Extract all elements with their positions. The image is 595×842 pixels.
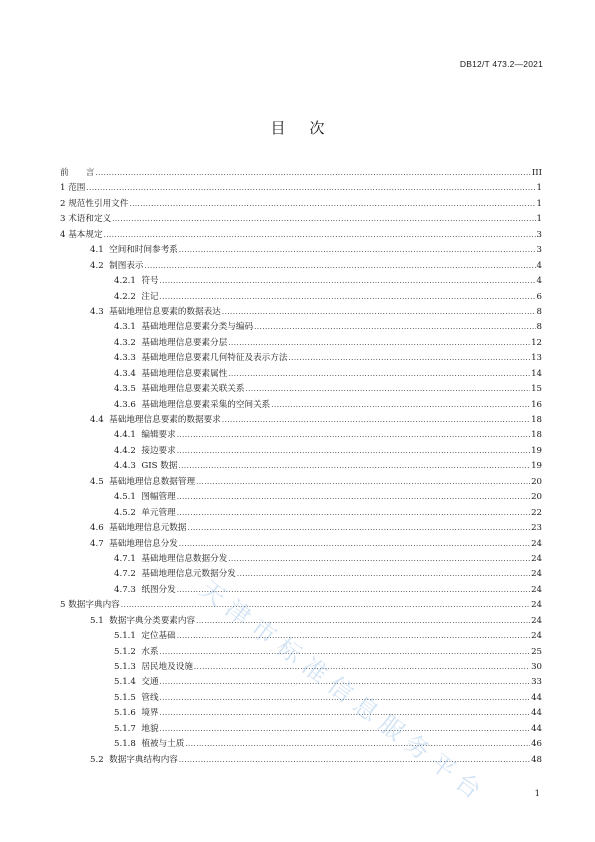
toc-leader-dots: [188, 521, 531, 536]
toc-entry-page: 24: [531, 569, 542, 580]
page-number: 1: [534, 789, 540, 799]
toc-entry-page: 18: [531, 430, 542, 441]
toc-entry-page: 12: [531, 337, 542, 348]
toc-entry-page: 4: [536, 276, 542, 287]
toc-entry-number: 4.1: [90, 245, 104, 256]
toc-entry[interactable]: [60, 706, 542, 721]
toc-entry-number: 4.3.4: [114, 368, 136, 379]
toc-entry-number: 4.4.1: [114, 430, 136, 441]
toc-entry-title: 基础地理信息要素属性: [141, 368, 228, 379]
toc-entry-number: 4.5: [90, 476, 104, 487]
toc-entry-number: 4.6: [90, 523, 104, 534]
toc-entry-title: 符号: [141, 276, 159, 287]
toc-entry[interactable]: [60, 537, 542, 552]
toc-entry-number: 4.2: [90, 260, 104, 271]
toc-entry-number: 4.2.2: [114, 291, 136, 302]
toc-entry-title: 编辑要求: [141, 430, 176, 441]
toc-entry-title: 数据字典结构内容: [109, 754, 178, 765]
toc-entry-page: 44: [531, 723, 542, 734]
toc-leader-dots: [271, 398, 530, 413]
toc-entry-page: 25: [531, 646, 542, 657]
toc-leader-dots: [222, 413, 530, 428]
toc-entry[interactable]: [60, 212, 542, 227]
toc-entry-title: 基础地理信息要素几何特征及表示方法: [141, 353, 288, 364]
toc-entry-number: 4.7.3: [114, 584, 136, 595]
toc-leader-dots: [237, 567, 530, 582]
toc-leader-dots: [177, 506, 530, 521]
toc-entry[interactable]: [60, 598, 542, 613]
toc-entry-title: 基础地理信息要素分类与编码: [141, 322, 254, 333]
toc-entry[interactable]: [60, 660, 542, 675]
title-char-1: 目: [270, 119, 286, 137]
toc-entry[interactable]: [60, 259, 542, 274]
toc-entry-page: 44: [531, 692, 542, 703]
toc-entry[interactable]: [60, 753, 542, 768]
toc-entry-number: 4.3.5: [114, 384, 136, 395]
toc-entry[interactable]: [60, 197, 542, 212]
toc-entry-title: 基础地理信息元数据分发: [141, 569, 236, 580]
toc-leader-dots: [160, 290, 536, 305]
toc-entry-title: 基本规定: [68, 229, 103, 240]
toc-entry-page: 1: [536, 214, 542, 225]
toc-entry-number: 4.4: [90, 415, 104, 425]
toc-entry-number: 3: [60, 214, 66, 225]
toc-entry-title: 基础地理信息要素采集的空间关系: [141, 399, 271, 410]
toc-entry-title: 境界: [141, 708, 159, 719]
toc-entry-page: 22: [531, 507, 542, 518]
toc-entry-page: III: [531, 168, 542, 178]
toc-entry-page: 20: [531, 476, 542, 487]
toc-leader-dots: [222, 305, 536, 320]
toc-entry-number: 4.3: [90, 306, 104, 317]
toc-entry-page: 48: [531, 754, 542, 765]
toc-entry-number: 4.2.1: [114, 276, 136, 287]
toc-leader-dots: [254, 320, 535, 335]
toc-entry-number: 4.7.1: [114, 553, 136, 564]
toc-entry-page: 14: [531, 368, 542, 379]
toc-entry-page: 24: [531, 615, 542, 626]
toc-entry-number: 5.1.4: [114, 677, 136, 688]
toc-entry[interactable]: [60, 459, 542, 474]
toc-leader-dots: [177, 629, 530, 644]
toc-entry[interactable]: [60, 490, 542, 505]
toc-entry-page: 1: [536, 198, 542, 209]
toc-entry-number: 4.3.3: [114, 353, 136, 364]
toc-entry-number: 1: [60, 183, 66, 194]
toc-entry-title: 基础地理信息要素分层: [141, 337, 228, 348]
toc-entry-page: 24: [531, 631, 542, 642]
toc-entry-number: 5.1.1: [114, 631, 136, 642]
toc-entry-number: 5.1: [90, 615, 104, 626]
toc-entry-title: 图幅管理: [141, 492, 176, 503]
toc-entry-title: 基础地理信息要素关联关系: [141, 384, 245, 395]
toc-entry[interactable]: [60, 521, 542, 536]
toc-entry-page: 24: [531, 553, 542, 564]
toc-leader-dots: [86, 181, 535, 196]
toc-entry-title: 基础地理信息要素的数据表达: [109, 306, 221, 317]
toc-entry-title: 制图表示: [109, 260, 144, 271]
toc-entry-title: 注记: [141, 291, 159, 302]
toc-entry-title: 单元管理: [141, 507, 176, 518]
toc-entry-page: 46: [531, 739, 542, 750]
toc-entry-title: 居民地及设施: [141, 662, 193, 672]
toc-leader-dots: [129, 197, 535, 212]
toc-entry[interactable]: [60, 691, 542, 706]
standard-code: DB12/T 473.2—2021: [459, 59, 543, 69]
toc-leader-dots: [228, 336, 530, 351]
toc-entry-title: GIS 数据: [141, 461, 178, 472]
toc-entry-number: 5.1.6: [114, 708, 136, 719]
toc-leader-dots: [194, 660, 530, 675]
table-of-contents: [60, 166, 542, 768]
toc-leader-dots: [177, 583, 530, 598]
toc-leader-dots: [228, 367, 530, 382]
toc-leader-dots: [160, 706, 531, 721]
toc-entry-number: 4.4.3: [114, 461, 136, 472]
toc-entry-number: 5.1.2: [114, 646, 136, 657]
toc-entry-page: 23: [531, 523, 542, 534]
toc-entry[interactable]: [60, 444, 542, 459]
toc-entry-number: 5.1.8: [114, 739, 136, 750]
toc-entry-title: 规范性引用文件: [68, 198, 129, 209]
toc-entry-title: 基础地理信息元数据: [109, 523, 187, 534]
toc-entry-page: 13: [531, 353, 542, 364]
toc-leader-dots: [145, 259, 536, 274]
toc-leader-dots: [160, 274, 536, 289]
toc-entry-title: 空间和时间参考系: [109, 245, 178, 256]
toc-entry[interactable]: [60, 614, 542, 629]
toc-entry-number: 4.7: [90, 538, 104, 549]
toc-leader-dots: [288, 351, 530, 366]
toc-leader-dots: [112, 212, 535, 227]
toc-leader-dots: [178, 459, 530, 474]
toc-entry-number: 2: [60, 198, 66, 209]
title-char-2: 次: [309, 119, 325, 137]
toc-leader-dots: [177, 490, 530, 505]
toc-entry[interactable]: [60, 351, 542, 366]
toc-entry-number: 4.4.2: [114, 445, 136, 456]
watermark: 天津市标准信息服务平台: [194, 574, 493, 809]
toc-entry-number: 5.1.3: [114, 662, 136, 672]
toc-entry-title: 纸图分发: [141, 584, 176, 595]
toc-entry-page: 3: [536, 229, 542, 240]
toc-entry-title: 水系: [141, 646, 159, 657]
toc-entry-title: 基础地理信息分发: [109, 538, 178, 549]
toc-entry-page: 24: [531, 538, 542, 549]
toc-entry[interactable]: [60, 413, 542, 428]
toc-entry-number: 4.7.2: [114, 569, 136, 580]
toc-entry[interactable]: [60, 398, 542, 413]
toc-entry-number: 5.1.7: [114, 723, 136, 734]
toc-leader-dots: [179, 753, 530, 768]
toc-entry[interactable]: [60, 243, 542, 258]
toc-entry-title: 接边要求: [141, 445, 176, 456]
toc-entry-title: 管线: [141, 692, 159, 703]
toc-leader-dots: [196, 475, 530, 490]
toc-leader-dots: [179, 537, 530, 552]
toc-entry[interactable]: [60, 475, 542, 490]
toc-entry-page: 15: [531, 384, 542, 395]
toc-entry[interactable]: [60, 645, 542, 660]
toc-entry[interactable]: [60, 675, 542, 690]
toc-entry-page: 24: [531, 600, 542, 611]
toc-entry-number: 4.3.1: [114, 322, 136, 333]
toc-entry-title: 数据字典内容: [68, 600, 120, 611]
toc-entry-title: 地貌: [141, 723, 159, 734]
toc-entry-page: 24: [531, 584, 542, 595]
toc-entry-page: 16: [531, 399, 542, 410]
toc-entry-number: 5: [60, 600, 66, 611]
toc-leader-dots: [245, 382, 530, 397]
toc-leader-dots: [177, 444, 530, 459]
toc-entry-number: 4.5.1: [114, 492, 136, 503]
toc-entry-page: 33: [531, 677, 542, 688]
toc-entry-page: 30: [531, 662, 542, 672]
toc-entry-page: 8: [536, 322, 542, 333]
toc-leader-dots: [160, 691, 531, 706]
toc-entry-title: 基础地理信息数据管理: [109, 476, 196, 487]
toc-entry-page: 6: [536, 291, 542, 302]
toc-entry-title: 植被与土质: [141, 739, 185, 750]
toc-leader-dots: [121, 598, 530, 613]
toc-entry-title: 基础地理信息要素的数据要求: [109, 415, 221, 425]
toc-entry-number: 4: [60, 229, 66, 240]
toc-entry[interactable]: [60, 228, 542, 243]
toc-leader-dots: [177, 428, 530, 443]
toc-entry-title: 基础地理信息数据分发: [141, 553, 228, 564]
toc-entry[interactable]: [60, 290, 542, 305]
toc-entry[interactable]: [60, 506, 542, 521]
toc-entry[interactable]: [60, 428, 542, 443]
toc-leader-dots: [179, 243, 536, 258]
toc-entry-number: 5.2: [90, 754, 104, 765]
toc-entry-number: 4.3.2: [114, 337, 136, 348]
toc-entry-page: 44: [531, 708, 542, 719]
toc-entry-title: 交通: [141, 677, 159, 688]
toc-leader-dots: [160, 675, 531, 690]
toc-entry-page: 8: [536, 306, 542, 317]
toc-entry[interactable]: [60, 583, 542, 598]
toc-entry-number: 4.3.6: [114, 399, 136, 410]
toc-leader-dots: [196, 614, 530, 629]
toc-entry-number: 4.5.2: [114, 507, 136, 518]
toc-entry[interactable]: [60, 320, 542, 335]
toc-entry-page: 1: [536, 183, 542, 194]
toc-entry[interactable]: [60, 367, 542, 382]
toc-entry[interactable]: [60, 552, 542, 567]
toc-entry[interactable]: [60, 629, 542, 644]
toc-entry-title: 数据字典分类要素内容: [109, 615, 196, 626]
toc-leader-dots: [160, 645, 531, 660]
toc-entry-number: 5.1.5: [114, 692, 136, 703]
toc-entry[interactable]: [60, 305, 542, 320]
toc-entry-number: 前 言: [60, 168, 95, 178]
toc-entry[interactable]: [60, 382, 542, 397]
toc-leader-dots: [228, 552, 530, 567]
page-title: [0, 117, 595, 138]
toc-entry[interactable]: [60, 166, 542, 181]
toc-leader-dots: [104, 228, 536, 243]
toc-entry[interactable]: [60, 567, 542, 582]
toc-entry-page: 18: [531, 415, 542, 425]
toc-leader-dots: [160, 722, 531, 737]
toc-entry-title: 术语和定义: [68, 214, 112, 225]
toc-entry-page: 19: [531, 445, 542, 456]
toc-leader-dots: [185, 737, 530, 752]
toc-entry-page: 3: [536, 245, 542, 256]
toc-entry-page: 19: [531, 461, 542, 472]
toc-leader-dots: [95, 166, 530, 181]
toc-entry-page: 20: [531, 492, 542, 503]
toc-entry-title: 定位基础: [141, 631, 176, 642]
toc-entry[interactable]: [60, 181, 542, 196]
toc-entry[interactable]: [60, 336, 542, 351]
toc-entry-title: 范围: [68, 183, 86, 194]
toc-entry[interactable]: [60, 737, 542, 752]
toc-entry[interactable]: [60, 722, 542, 737]
toc-entry-page: 4: [536, 260, 542, 271]
toc-entry[interactable]: [60, 274, 542, 289]
